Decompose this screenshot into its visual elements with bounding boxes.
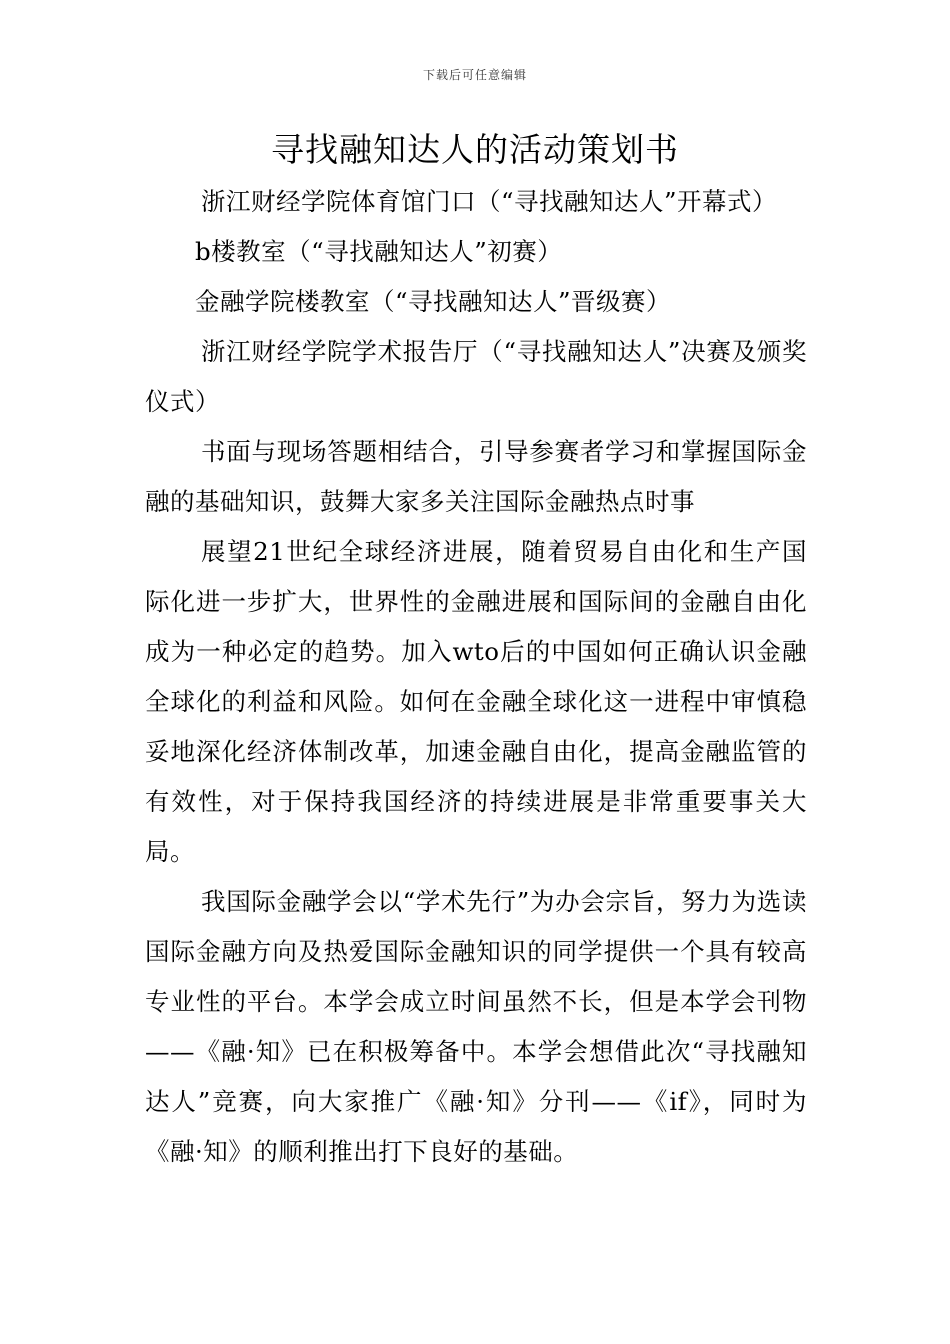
header-note: 下载后可任意编辑 [422, 68, 527, 82]
paragraph-venue-final: 浙江财经学院学术报告厅（“寻找融知达人”决赛及颁奖仪式） [145, 337, 807, 416]
paragraph-background: 展望21世纪全球经济进展，随着贸易自由化和生产国际化进一步扩大，世界性的金融进展和国际间的金融自由化成为一种必定的趋势。加入wto后的中国如何正确认识金融全球化的利益和风险。如何在金融全球化这一进程中审慎稳妥地深化经济体制改革，加速金融自由化，提高金融监管的有效性，对于保持我国经济的持续进展是非常重要事关大局。 [145, 537, 807, 866]
paragraph-venue-preliminary: b楼教室（“寻找融知达人”初赛） [195, 237, 563, 266]
paragraph-venue-opening: 浙江财经学院体育馆门口（“寻找融知达人”开幕式） [201, 187, 778, 216]
paragraph-purpose: 我国际金融学会以“学术先行”为办会宗旨，努力为选读国际金融方向及热爱国际金融知识的同学提供一个具有较高专业性的平台。本学会成立时间虽然不长，但是本学会刊物——《融·知》已在积极筹备中。本学会想借此次“寻找融知达人”竞赛，向大家推广《融·知》分刊——《if》，同时为《融·知》的顺利推出打下良好的基础。 [145, 887, 807, 1166]
document-body [145, 177, 807, 1177]
paragraph-format: 书面与现场答题相结合，引导参赛者学习和掌握国际金融的基础知识，鼓舞大家多关注国际金融热点时事 [145, 437, 807, 516]
paragraph-venue-advancement: 金融学院楼教室（“寻找融知达人”晋级赛） [195, 287, 672, 316]
document-title: 寻找融知达人的活动策划书 [271, 130, 679, 169]
